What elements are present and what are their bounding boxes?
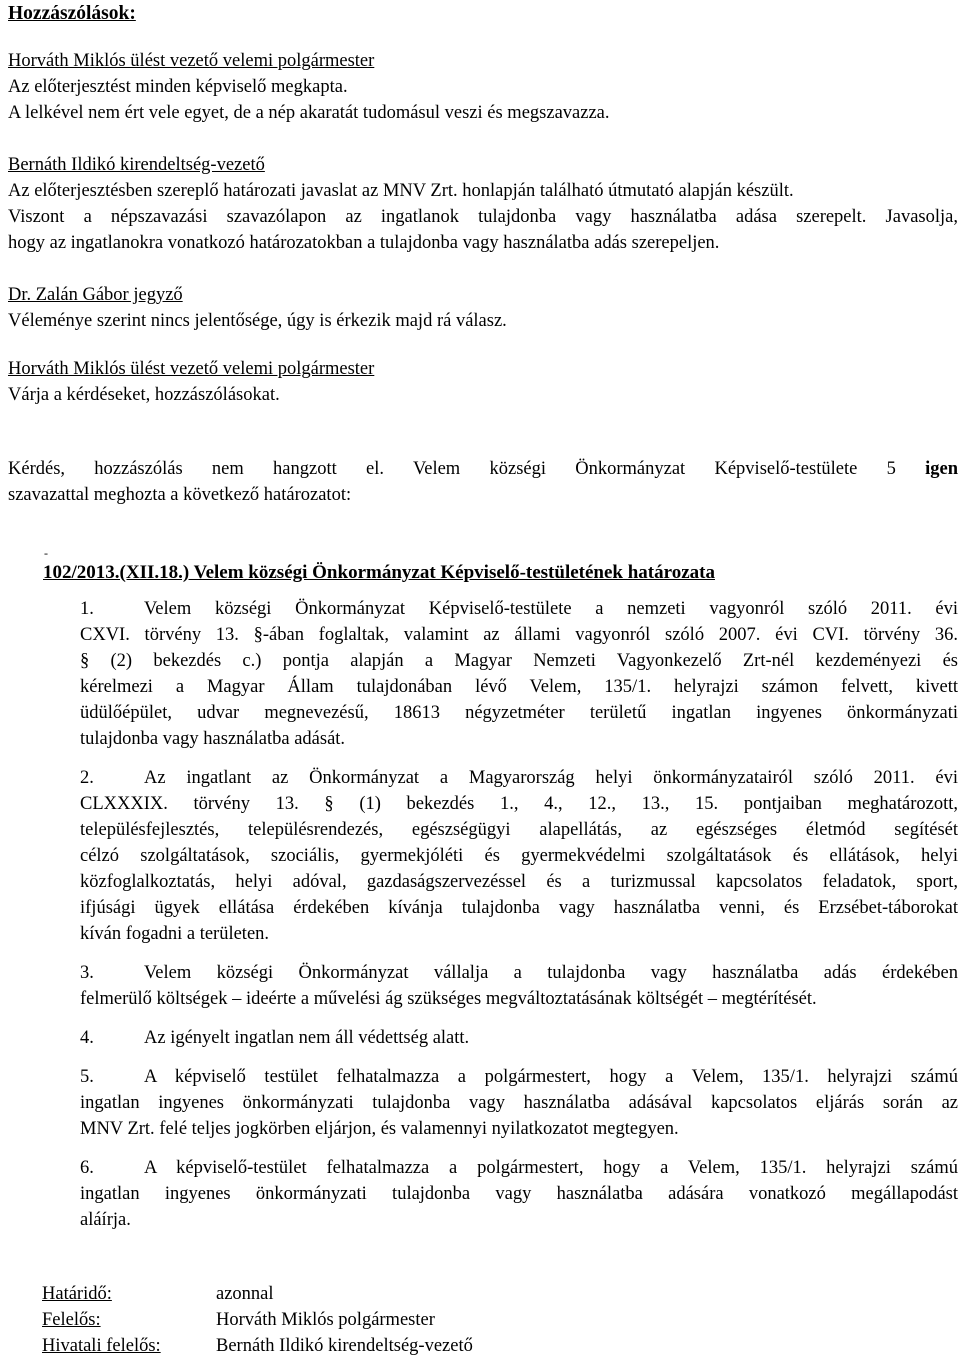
comment-text: A lelkével nem ért vele egyet, de a nép akaratát tudomásul veszi és megszavazza. — [8, 103, 610, 123]
item-number: 2. — [80, 768, 94, 788]
deadline-value: azonnal — [216, 1284, 274, 1304]
vote-count-bold: igen — [925, 459, 958, 479]
item-line: CLXXXIX. törvény 13. § (1) bekezdés 1., 4., 12., 13., 15. pontjaiban meghatározott, — [80, 794, 958, 814]
item-line: kérelmezi a Magyar Állam tulajdonában lévő Velem, 135/1. helyrajzi számon felvett, kivett — [80, 677, 958, 697]
speaker-mayor: Horváth Miklós ülést vezető velemi polgármester — [8, 359, 375, 379]
item-number: 5. — [80, 1067, 94, 1087]
item-line: közfoglalkoztatás, helyi adóval, gazdaságszervezéssel és a turizmussal kapcsolatos feladatok, sport, — [80, 872, 958, 892]
vote-sentence — [8, 456, 958, 482]
item-line: A képviselő-testület felhatalmazza a polgármestert, hogy a Velem, 135/1. helyrajzi számú — [144, 1158, 958, 1178]
office-value: Bernáth Ildikó kirendeltség-vezető — [216, 1336, 473, 1356]
item-line: ifjúsági ügyek ellátása érdekében kívánja tulajdonba vagy használatba venni, és Erzsébet-táborokat — [80, 898, 958, 918]
item-line: felmerülő költségek – ideérte a művelési ág szükséges megváltoztatásának költségét – megtérítését. — [80, 989, 817, 1009]
comment-text: hogy az ingatlanokra vonatkozó határozatokban a tulajdonba vagy használatba adás szerepeljen. — [8, 233, 720, 253]
item-line: Velem községi Önkormányzat Képviselő-testülete a nemzeti vagyonról szóló 2011. évi — [144, 599, 958, 619]
dash-mark: - — [44, 546, 48, 560]
deadline-label: Határidő: — [42, 1284, 112, 1304]
item-line: üdülőépület, udvar megnevezésű, 18613 négyzetméter területű ingatlan ingyenes önkormányzati — [80, 703, 958, 723]
item-line: Velem községi Önkormányzat vállalja a tulajdonba vagy használatba adás érdekében — [144, 963, 958, 983]
comment-text: Véleménye szerint nincs jelentősége, úgy is érkezik majd rá válasz. — [8, 311, 507, 331]
item-line: településfejlesztés, településrendezés, egészségügyi alapellátás, az egészséges életmód segítését — [80, 820, 958, 840]
office-label: Hivatali felelős: — [42, 1336, 161, 1356]
speaker-clerk: Bernáth Ildikó kirendeltség-vezető — [8, 155, 265, 175]
item-line: ingatlan ingyenes önkormányzati tulajdonba vagy használatba adására vonatkozó megállapodást — [80, 1184, 958, 1204]
item-number: 1. — [80, 599, 94, 619]
footer-deadline — [42, 1281, 274, 1307]
comment-text: Viszont a népszavazási szavazólapon az ingatlanok tulajdonba vagy használatba adása szerepelt. Javasolja, — [8, 207, 958, 227]
page-title: Hozzászólások: — [8, 3, 136, 24]
speaker-notary: Dr. Zalán Gábor jegyző — [8, 285, 183, 305]
item-line: Az ingatlant az Önkormányzat a Magyarország helyi önkormányzatairól szóló 2011. évi — [144, 768, 958, 788]
resolution-item-4 — [80, 1025, 958, 1051]
responsible-label: Felelős: — [42, 1310, 101, 1330]
comment-text: Várja a kérdéseket, hozzászólásokat. — [8, 385, 280, 405]
item-line: aláírja. — [80, 1210, 131, 1230]
resolution-item-5 — [80, 1064, 958, 1142]
footer-office-responsible — [42, 1333, 473, 1359]
vote-sentence-line2: szavazattal meghozta a következő határozatot: — [8, 485, 352, 505]
item-number: 4. — [80, 1028, 94, 1048]
resolution-item-6 — [80, 1155, 958, 1233]
resolution-item-3 — [80, 960, 958, 1012]
item-line: Az igényelt ingatlan nem áll védettség alatt. — [144, 1028, 470, 1048]
item-number: 6. — [80, 1158, 94, 1178]
item-line: § (2) bekezdés c.) pontja alapján a Magyar Nemzeti Vagyonkezelő Zrt-nél kezdeményezi és — [80, 651, 958, 671]
responsible-value: Horváth Miklós polgármester — [216, 1310, 435, 1330]
item-line: célzó szolgáltatások, szociális, gyermekjóléti és gyermekvédelmi szolgáltatások és ellátások, helyi — [80, 846, 958, 866]
item-line: CXVI. törvény 13. §-ában foglaltak, valamint az állami vagyonról szóló 2007. évi CVI. törvény 36. — [80, 625, 958, 645]
resolution-item-2 — [80, 765, 958, 947]
item-line: MNV Zrt. felé teljes jogkörben eljárjon, és valamennyi nyilatkozatot megtegyen. — [80, 1119, 679, 1139]
comment-text: Az előterjesztést minden képviselő megkapta. — [8, 77, 348, 97]
comment-text: Az előterjesztésben szereplő határozati javaslat az MNV Zrt. honlapján található útmutató alapján készült. — [8, 181, 794, 201]
footer-responsible — [42, 1307, 435, 1333]
item-line: kíván fogadni a területen. — [80, 924, 270, 944]
item-number: 3. — [80, 963, 94, 983]
resolution-title: 102/2013.(XII.18.) Velem községi Önkormányzat Képviselő-testületének határozata — [43, 562, 715, 583]
item-line: ingatlan ingyenes önkormányzati tulajdonba vagy használatba adásával kapcsolatos eljárás során az — [80, 1093, 958, 1113]
vote-text: Kérdés, hozzászólás nem hangzott el. Velem községi Önkormányzat Képviselő-testülete 5 — [8, 459, 896, 479]
item-line: A képviselő testület felhatalmazza a polgármestert, hogy a Velem, 135/1. helyrajzi számú — [144, 1067, 958, 1087]
speaker-mayor: Horváth Miklós ülést vezető velemi polgármester — [8, 51, 375, 71]
item-line: tulajdonba vagy használatba adását. — [80, 729, 346, 749]
resolution-item-1 — [80, 596, 958, 752]
